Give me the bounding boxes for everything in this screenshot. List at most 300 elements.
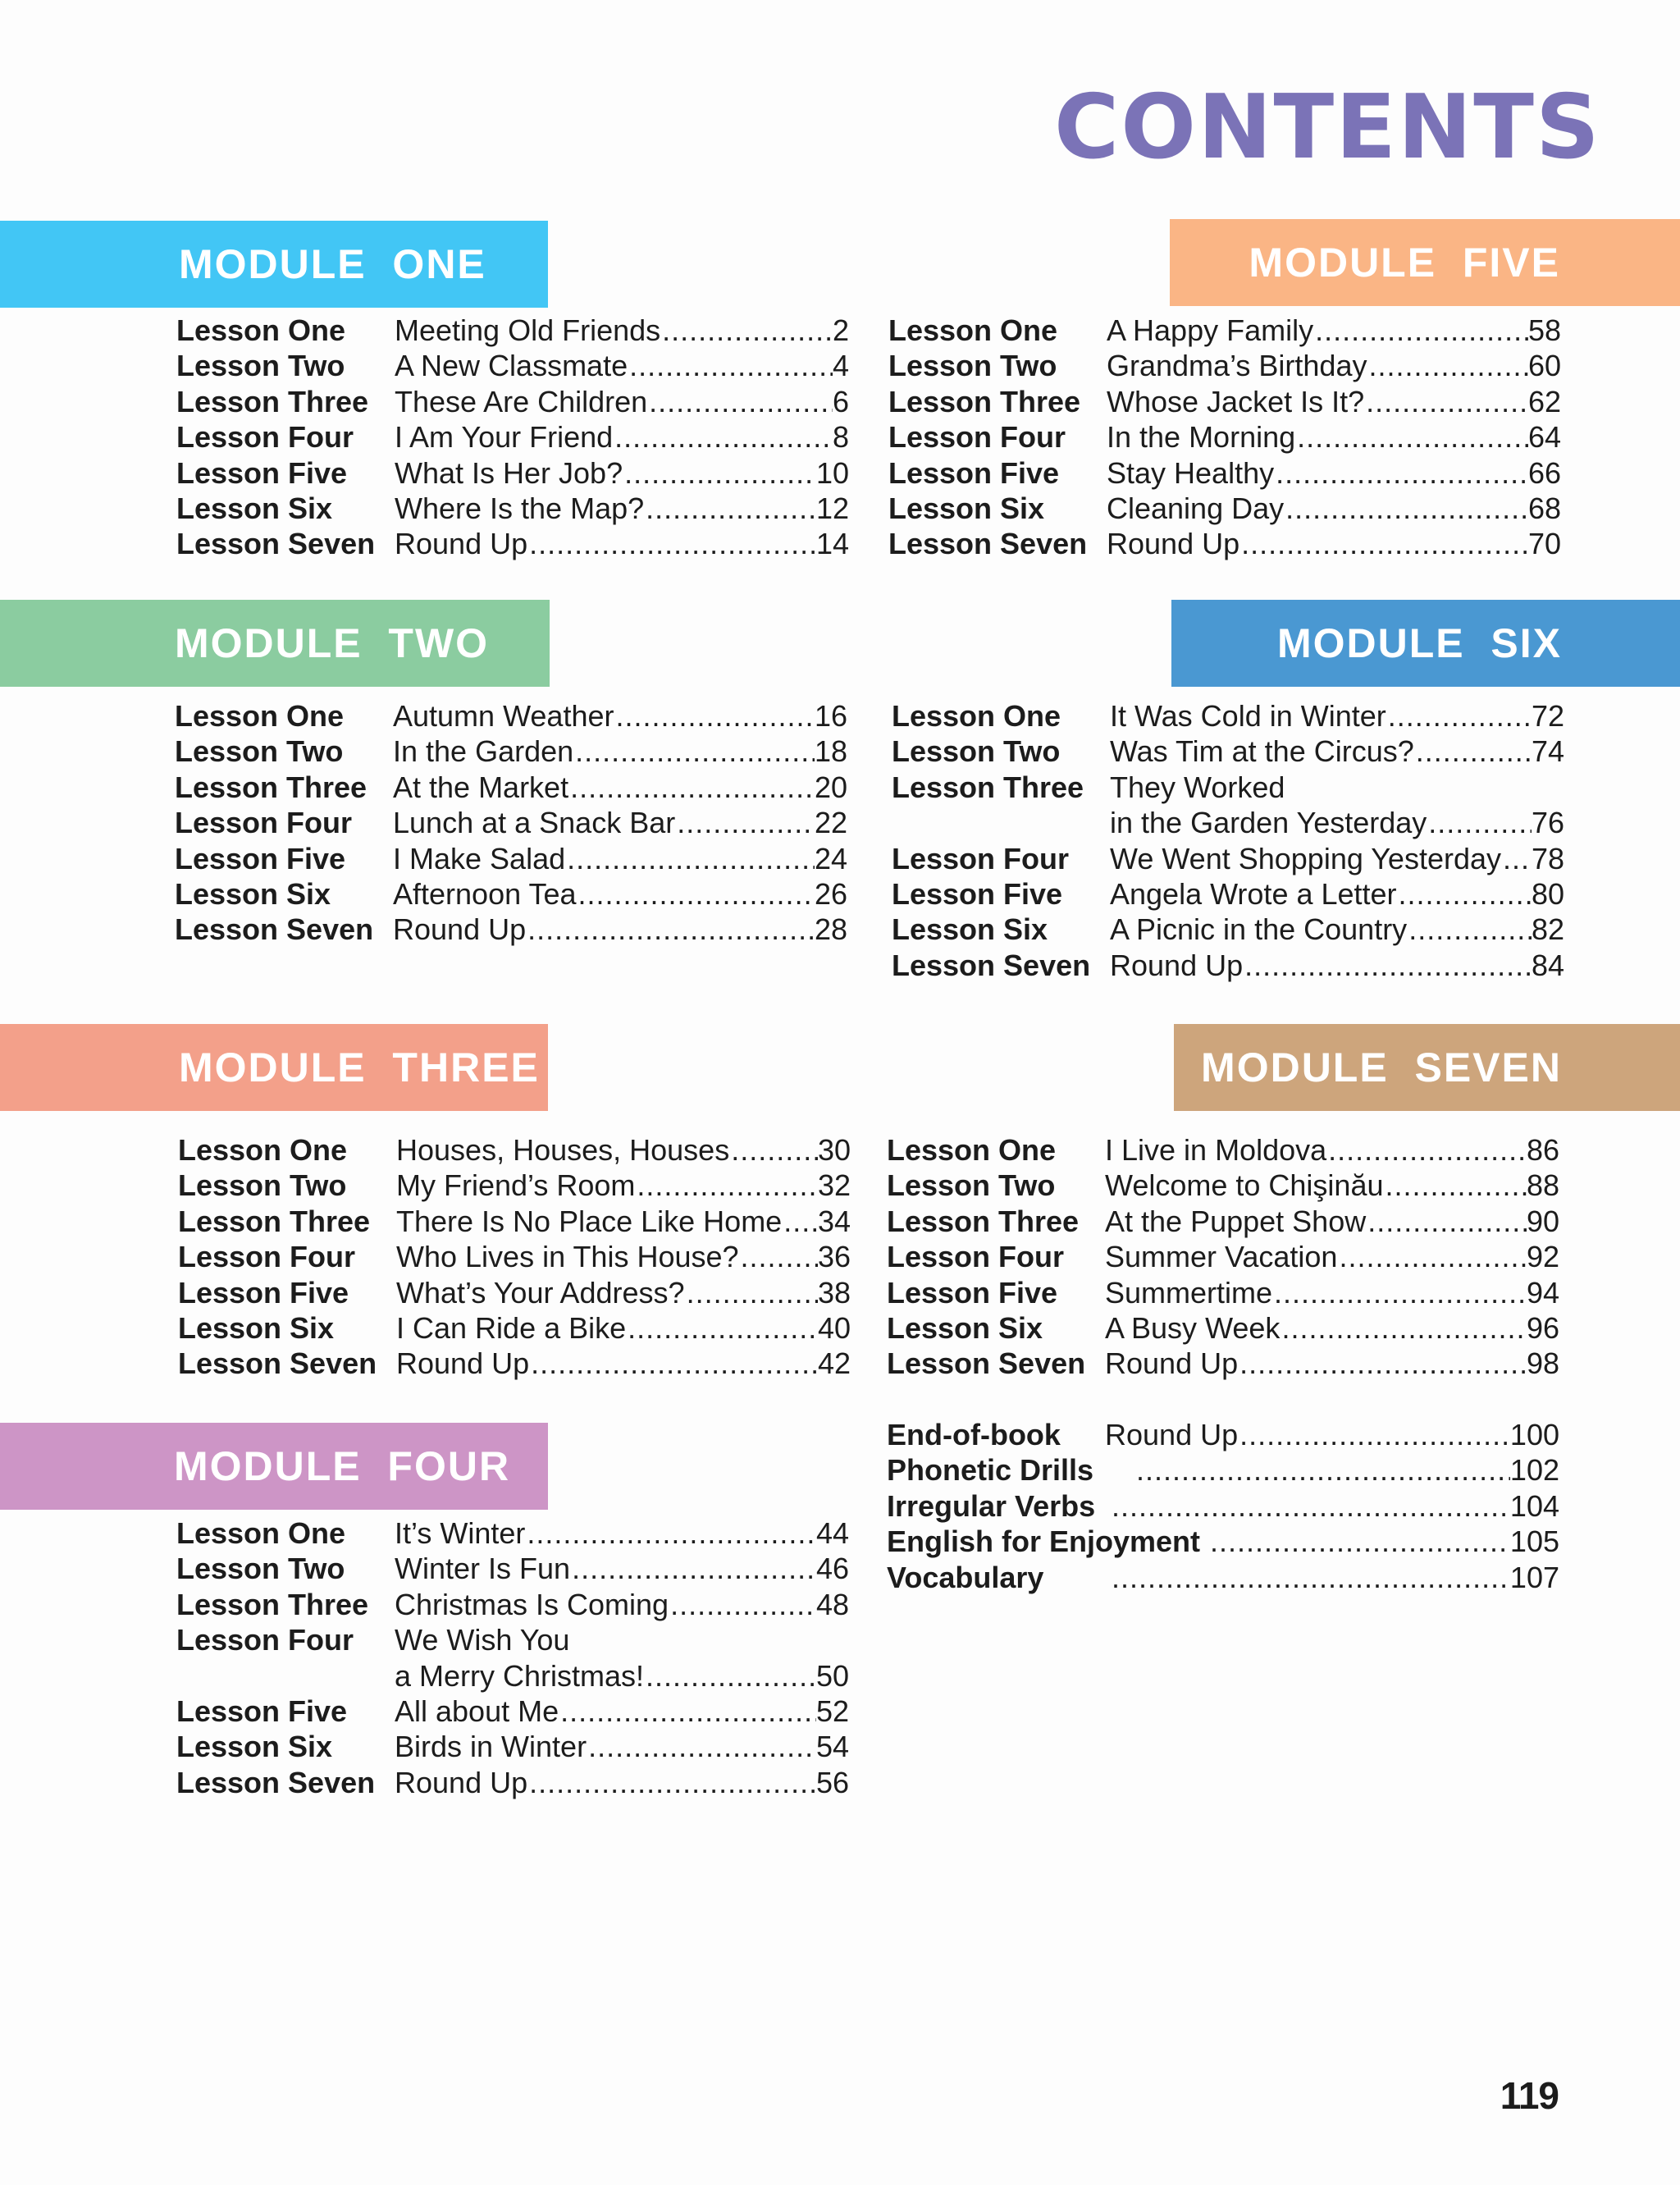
entry-title-line xyxy=(395,491,849,526)
entry-title-line xyxy=(1110,734,1564,769)
entry-title-line xyxy=(396,1346,851,1381)
entry-title: At the Puppet Show xyxy=(1105,1204,1367,1238)
entry-title: Round Up xyxy=(396,1346,530,1381)
lesson-label: Lesson Six xyxy=(176,491,333,525)
entry-title-line xyxy=(393,698,847,734)
lesson-label: Lesson Two xyxy=(892,734,1061,769)
page-ref: 107 xyxy=(1509,1560,1559,1594)
entry-title-line xyxy=(1105,1168,1559,1203)
dot-leader xyxy=(669,1587,816,1622)
lesson-label: Lesson Two xyxy=(887,1168,1056,1203)
entry-title-line xyxy=(393,734,847,769)
page-ref: 56 xyxy=(815,1765,849,1799)
entry-title-line xyxy=(1105,1310,1559,1346)
lesson-label: Lesson Seven xyxy=(176,527,376,561)
dot-leader xyxy=(644,1658,816,1694)
entry-title: It’s Winter xyxy=(395,1516,526,1550)
entry-title: Round Up xyxy=(1107,527,1240,561)
module-four-banner: MODULE FOUR xyxy=(0,1423,548,1510)
lesson-label: Lesson One xyxy=(175,699,345,733)
end-matter-label: Vocabulary xyxy=(887,1560,1044,1594)
page-ref: 38 xyxy=(817,1275,851,1310)
dot-leader xyxy=(729,1132,818,1168)
lesson-label: Lesson Five xyxy=(178,1275,349,1310)
lesson-row xyxy=(178,1310,851,1346)
entry-title: What Is Her Job? xyxy=(395,455,623,490)
entry-title: Round Up xyxy=(395,527,528,561)
lesson-row xyxy=(176,384,849,419)
dot-leader xyxy=(614,698,814,734)
lesson-label: Lesson Seven xyxy=(888,527,1088,561)
lesson-label: Lesson One xyxy=(888,313,1058,347)
page-number: 119 xyxy=(1500,2074,1559,2117)
entry-title: Autumn Weather xyxy=(393,699,614,733)
dot-leader xyxy=(1239,526,1528,561)
lesson-row xyxy=(175,876,847,912)
page-ref: 28 xyxy=(814,912,847,947)
dot-leader xyxy=(1364,384,1528,419)
entry-title: a Merry Christmas! xyxy=(395,1658,645,1693)
page-ref: 60 xyxy=(1527,349,1561,383)
page-ref: 32 xyxy=(817,1168,851,1203)
lesson-label: Lesson Five xyxy=(176,455,348,490)
page-ref: 10 xyxy=(815,455,849,490)
lesson-label: Lesson Four xyxy=(892,841,1070,875)
page-ref: 20 xyxy=(814,770,847,804)
lesson-label: Lesson Seven xyxy=(178,1346,377,1381)
entry-title-line xyxy=(1105,1346,1559,1381)
page-ref: 68 xyxy=(1527,491,1561,525)
entry-title: Lunch at a Snack Bar xyxy=(393,806,676,840)
end-matter-row xyxy=(887,1452,1559,1488)
page-ref: 70 xyxy=(1527,527,1561,561)
dot-leader xyxy=(1110,1488,1510,1524)
lesson-label: Lesson Four xyxy=(176,1623,354,1657)
dot-leader xyxy=(647,384,833,419)
page-ref: 44 xyxy=(815,1516,849,1550)
entry-title-line xyxy=(1208,1524,1559,1559)
entry-title: Winter Is Fun xyxy=(395,1552,571,1586)
entry-title-line xyxy=(1105,1275,1559,1310)
entry-title: We Went Shopping Yesterday xyxy=(1110,841,1501,875)
page-ref: 30 xyxy=(817,1133,851,1167)
dot-leader xyxy=(1367,348,1527,383)
lesson-row xyxy=(887,1132,1559,1168)
lesson-row xyxy=(176,491,849,526)
dot-leader xyxy=(1274,455,1528,491)
lesson-row xyxy=(887,1168,1559,1203)
entry-title: Angela Wrote a Letter xyxy=(1110,876,1397,911)
entry-title: Grandma’s Birthday xyxy=(1107,349,1367,383)
lesson-row xyxy=(175,698,847,734)
lesson-row xyxy=(178,1275,851,1310)
contents-title: CONTENTS xyxy=(1054,76,1601,179)
entry-title-line xyxy=(393,805,847,840)
page-ref: 42 xyxy=(817,1346,851,1381)
page-ref: 48 xyxy=(815,1587,849,1621)
entry-title-line xyxy=(1107,526,1561,561)
dot-leader xyxy=(613,419,833,455)
entry-title-line xyxy=(1110,948,1564,983)
dot-leader xyxy=(587,1729,816,1764)
lesson-row xyxy=(892,770,1564,805)
dot-leader xyxy=(1238,1417,1510,1452)
entry-title-line xyxy=(395,1622,849,1657)
entry-title-line xyxy=(1105,1417,1559,1452)
lesson-row xyxy=(892,734,1564,769)
entry-title-line xyxy=(1107,455,1561,491)
entry-title: Round Up xyxy=(393,912,527,947)
entry-title-line xyxy=(1110,1488,1559,1524)
entry-title-line xyxy=(395,455,849,491)
lesson-label: Lesson Four xyxy=(888,420,1066,455)
entry-title-line xyxy=(1134,1452,1559,1488)
dot-leader xyxy=(529,1346,818,1381)
module-one-banner: MODULE ONE xyxy=(0,221,548,308)
entry-title-line xyxy=(395,348,849,383)
lesson-label: Lesson Five xyxy=(887,1275,1058,1310)
entry-title: I Live in Moldova xyxy=(1105,1133,1327,1167)
entry-title: Christmas Is Coming xyxy=(395,1587,669,1621)
entry-title-line xyxy=(1110,805,1564,840)
lesson-row xyxy=(178,1204,851,1239)
lesson-row xyxy=(888,384,1561,419)
module-six-lessons xyxy=(892,698,1564,983)
lesson-row xyxy=(176,1694,849,1729)
entry-title: Cleaning Day xyxy=(1107,491,1285,525)
module-one-lessons xyxy=(176,313,849,562)
page-ref: 100 xyxy=(1509,1418,1559,1451)
lesson-label: Lesson One xyxy=(892,699,1061,733)
page-ref: 78 xyxy=(1531,841,1564,875)
lesson-label: Lesson One xyxy=(176,1516,346,1550)
lesson-row xyxy=(176,1658,849,1694)
lesson-row xyxy=(892,876,1564,912)
entry-title-line xyxy=(393,876,847,912)
entry-title: Welcome to Chişinău xyxy=(1105,1168,1384,1203)
dot-leader xyxy=(1110,1560,1510,1595)
entry-title-line xyxy=(395,1551,849,1586)
entry-title-line xyxy=(395,1694,849,1729)
lesson-label: Lesson One xyxy=(887,1133,1057,1167)
end-matter-label: End-of-book xyxy=(887,1418,1061,1451)
dot-leader xyxy=(1337,1239,1527,1274)
entry-title-line xyxy=(1105,1204,1559,1239)
entry-title: Stay Healthy xyxy=(1107,455,1275,490)
entry-title: I Am Your Friend xyxy=(395,420,614,455)
entry-title: It Was Cold in Winter xyxy=(1110,699,1386,733)
entry-title: Meeting Old Friends xyxy=(395,313,661,347)
page-ref: 34 xyxy=(817,1204,851,1238)
lesson-label: Lesson Five xyxy=(888,455,1060,490)
page-ref: 58 xyxy=(1527,313,1561,347)
page-ref: 24 xyxy=(814,841,847,875)
lesson-label: Lesson Three xyxy=(892,770,1084,804)
lesson-label: Lesson Four xyxy=(175,806,353,840)
entry-title-line xyxy=(395,1587,849,1622)
entry-title: Whose Jacket Is It? xyxy=(1107,384,1365,418)
module-two-lessons xyxy=(175,698,847,948)
lesson-label: Lesson Two xyxy=(178,1168,347,1203)
entry-title: Round Up xyxy=(1105,1346,1239,1381)
module-seven-banner: MODULE SEVEN xyxy=(1174,1024,1680,1111)
entry-title-line xyxy=(395,1515,849,1551)
entry-title: At the Market xyxy=(393,770,569,804)
page-ref: 6 xyxy=(832,384,849,418)
entry-title: Was Tim at the Circus? xyxy=(1110,734,1414,769)
page-ref: 16 xyxy=(814,699,847,733)
page-ref: 8 xyxy=(832,420,849,455)
entry-title: These Are Children xyxy=(395,384,648,418)
lesson-label: Lesson Seven xyxy=(176,1765,376,1799)
dot-leader xyxy=(782,1204,818,1239)
page-ref: 90 xyxy=(1526,1204,1559,1238)
lesson-row xyxy=(888,455,1561,491)
entry-title: Birds in Winter xyxy=(395,1730,587,1764)
page-ref: 18 xyxy=(814,734,847,769)
lesson-row xyxy=(176,348,849,383)
page-ref: 22 xyxy=(814,806,847,840)
lesson-row xyxy=(888,313,1561,348)
dot-leader xyxy=(635,1168,818,1203)
module-seven-lessons xyxy=(887,1132,1559,1382)
lesson-label: Lesson Six xyxy=(176,1730,333,1764)
dot-leader xyxy=(1384,1168,1527,1203)
dot-leader xyxy=(559,1694,816,1729)
page-ref: 76 xyxy=(1531,806,1564,840)
entry-title-line xyxy=(1110,912,1564,947)
module-three-banner: MODULE THREE xyxy=(0,1024,548,1111)
end-matter-row xyxy=(887,1560,1559,1595)
module-three-lessons xyxy=(178,1132,851,1382)
page-ref: 72 xyxy=(1531,699,1564,733)
lesson-label: Lesson One xyxy=(178,1133,348,1167)
lesson-label: Lesson Six xyxy=(887,1310,1043,1345)
entry-title-line xyxy=(1110,841,1564,876)
entry-title-line xyxy=(395,1658,849,1694)
page-ref: 102 xyxy=(1509,1453,1559,1488)
page-ref: 105 xyxy=(1509,1524,1559,1559)
lesson-label: Lesson One xyxy=(176,313,346,347)
entry-title: Summertime xyxy=(1105,1275,1273,1310)
lesson-row xyxy=(176,1551,849,1586)
end-matter-row xyxy=(887,1488,1559,1524)
entry-title-line xyxy=(393,770,847,805)
entry-title: Round Up xyxy=(1105,1418,1239,1451)
page-ref: 36 xyxy=(817,1240,851,1274)
dot-leader xyxy=(1280,1310,1527,1346)
entry-title-line xyxy=(1107,419,1561,455)
page-ref: 2 xyxy=(832,313,849,347)
end-matter-label: Phonetic Drills xyxy=(887,1453,1094,1488)
lesson-label: Lesson Five xyxy=(892,876,1063,911)
entry-title-line xyxy=(1110,698,1564,734)
dot-leader xyxy=(626,1310,818,1346)
page-ref: 62 xyxy=(1527,384,1561,418)
entry-title: Where Is the Map? xyxy=(395,491,645,525)
lesson-row xyxy=(887,1346,1559,1381)
dot-leader xyxy=(685,1275,818,1310)
page-ref: 88 xyxy=(1526,1168,1559,1203)
page-ref: 80 xyxy=(1531,876,1564,911)
page-ref: 14 xyxy=(815,527,849,561)
entry-title: My Friend’s Room xyxy=(396,1168,636,1203)
lesson-row xyxy=(892,841,1564,876)
entry-title-line xyxy=(1110,770,1564,805)
entry-title-line xyxy=(396,1132,851,1168)
entry-title-line xyxy=(395,1729,849,1764)
entry-title-line xyxy=(1107,348,1561,383)
page-ref: 52 xyxy=(815,1694,849,1728)
lesson-label: Lesson Five xyxy=(176,1694,348,1728)
page-ref: 26 xyxy=(814,876,847,911)
page-ref: 96 xyxy=(1526,1310,1559,1345)
dot-leader xyxy=(526,912,815,947)
page-ref: 86 xyxy=(1526,1133,1559,1167)
entry-title: Who Lives in This House? xyxy=(396,1240,739,1274)
lesson-row xyxy=(175,841,847,876)
page-ref: 98 xyxy=(1526,1346,1559,1381)
lesson-row xyxy=(178,1132,851,1168)
module-five-lessons xyxy=(888,313,1561,562)
page-ref: 94 xyxy=(1526,1275,1559,1310)
dot-leader xyxy=(644,491,816,526)
lesson-row xyxy=(887,1239,1559,1274)
lesson-label: Lesson Three xyxy=(178,1204,371,1238)
lesson-row xyxy=(178,1239,851,1274)
dot-leader xyxy=(1295,419,1528,455)
module-five-banner: MODULE FIVE xyxy=(1170,219,1680,306)
entry-title: We Wish You xyxy=(395,1623,570,1657)
lesson-row xyxy=(888,348,1561,383)
lesson-row xyxy=(892,698,1564,734)
entry-title-line xyxy=(393,841,847,876)
dot-leader xyxy=(577,876,815,912)
dot-leader xyxy=(1272,1275,1527,1310)
lesson-label: Lesson Six xyxy=(888,491,1045,525)
entry-title-line xyxy=(1110,876,1564,912)
lesson-label: Lesson Seven xyxy=(892,948,1091,982)
dot-leader xyxy=(568,770,815,805)
lesson-label: Lesson Six xyxy=(175,876,331,911)
entry-title: A New Classmate xyxy=(395,349,628,383)
lesson-row xyxy=(892,912,1564,947)
lesson-row xyxy=(892,948,1564,983)
lesson-row xyxy=(178,1346,851,1381)
dot-leader xyxy=(570,1551,816,1586)
dot-leader xyxy=(1501,841,1532,876)
dot-leader xyxy=(660,313,833,348)
lesson-row xyxy=(178,1168,851,1203)
entry-title-line xyxy=(395,1765,849,1800)
entry-title: Afternoon Tea xyxy=(393,876,577,911)
page-ref: 40 xyxy=(817,1310,851,1345)
dot-leader xyxy=(1284,491,1528,526)
lesson-label: Lesson Four xyxy=(178,1240,356,1274)
entry-title-line xyxy=(395,313,849,348)
lesson-row xyxy=(887,1275,1559,1310)
dot-leader xyxy=(1397,876,1532,912)
end-matter-label: Irregular Verbs xyxy=(887,1488,1096,1523)
page-ref: 104 xyxy=(1509,1488,1559,1523)
lesson-row xyxy=(887,1310,1559,1346)
dot-leader xyxy=(527,526,816,561)
page-ref: 84 xyxy=(1531,948,1564,982)
entry-title: Houses, Houses, Houses xyxy=(396,1133,730,1167)
page-ref: 4 xyxy=(832,349,849,383)
entry-title-line xyxy=(396,1310,851,1346)
dot-leader xyxy=(1208,1524,1510,1559)
page-ref: 12 xyxy=(815,491,849,525)
entry-title: I Can Ride a Bike xyxy=(396,1310,627,1345)
dot-leader xyxy=(1134,1452,1510,1488)
page-ref: 66 xyxy=(1527,455,1561,490)
entry-title-line xyxy=(396,1239,851,1274)
lesson-row xyxy=(176,1515,849,1551)
dot-leader xyxy=(573,734,815,769)
page-ref: 82 xyxy=(1531,912,1564,947)
dot-leader xyxy=(628,348,833,383)
lesson-row xyxy=(888,491,1561,526)
end-matter-row xyxy=(887,1417,1559,1452)
entry-title-line xyxy=(395,384,849,419)
dot-leader xyxy=(525,1515,816,1551)
entry-title-line xyxy=(396,1204,851,1239)
lesson-row xyxy=(176,1587,849,1622)
entry-title: I Make Salad xyxy=(393,841,566,875)
lesson-label: Lesson Two xyxy=(176,1552,345,1586)
entry-title-line xyxy=(395,419,849,455)
lesson-label: Lesson Four xyxy=(887,1240,1065,1274)
dot-leader xyxy=(1414,734,1532,769)
entry-title: There Is No Place Like Home xyxy=(396,1204,783,1238)
lesson-row xyxy=(176,1622,849,1657)
entry-title: Round Up xyxy=(1110,948,1244,982)
dot-leader xyxy=(1386,698,1532,734)
lesson-row xyxy=(176,313,849,348)
entry-title: A Busy Week xyxy=(1105,1310,1281,1345)
lesson-row xyxy=(175,912,847,947)
entry-title: A Picnic in the Country xyxy=(1110,912,1408,947)
entry-title-line xyxy=(1105,1132,1559,1168)
lesson-row xyxy=(888,419,1561,455)
entry-title-line xyxy=(396,1275,851,1310)
lesson-row xyxy=(888,526,1561,561)
entry-title: What’s Your Address? xyxy=(396,1275,685,1310)
dot-leader xyxy=(1243,948,1532,983)
dot-leader xyxy=(565,841,815,876)
dot-leader xyxy=(739,1239,818,1274)
lesson-row xyxy=(175,805,847,840)
lesson-row xyxy=(175,770,847,805)
lesson-label: Lesson Seven xyxy=(175,912,374,947)
lesson-label: Lesson Four xyxy=(176,420,354,455)
end-matter-row xyxy=(887,1524,1559,1559)
page-ref: 50 xyxy=(815,1658,849,1693)
lesson-label: Lesson Three xyxy=(176,384,369,418)
lesson-label: Lesson Seven xyxy=(887,1346,1086,1381)
lesson-label: Lesson Three xyxy=(887,1204,1080,1238)
page-ref: 64 xyxy=(1527,420,1561,455)
lesson-row xyxy=(176,526,849,561)
dot-leader xyxy=(1407,912,1532,947)
lesson-label: Lesson Five xyxy=(175,841,346,875)
lesson-label: Lesson Three xyxy=(888,384,1081,418)
lesson-row xyxy=(176,1729,849,1764)
entry-title-line xyxy=(395,526,849,561)
module-four-lessons xyxy=(176,1515,849,1800)
entry-title: in the Garden Yesterday xyxy=(1110,806,1427,840)
